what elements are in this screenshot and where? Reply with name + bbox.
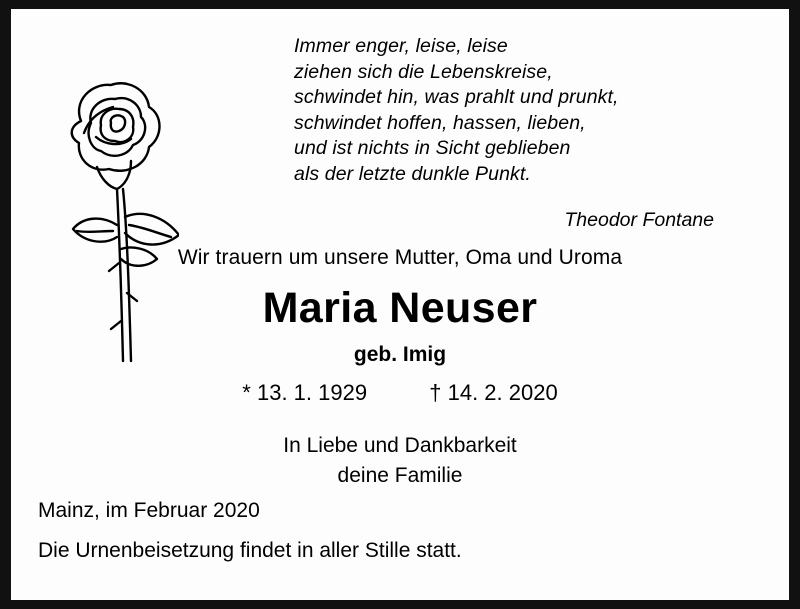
birth-date-value: 13. 1. 1929 [256, 380, 368, 405]
life-dates [11, 380, 789, 406]
deceased-birth-name: geb. Imig [353, 343, 447, 366]
death-symbol: † [429, 380, 442, 405]
poem-author: Theodor Fontane [564, 209, 714, 231]
funeral-note: Die Urnenbeisetzung findet in aller Stille statt. [38, 539, 462, 562]
poem-line-3: schwindet hin, was prahlt und prunkt, [294, 86, 619, 108]
mourning-line: Wir trauern um unsere Mutter, Oma und Uroma [177, 246, 623, 269]
poem-line-1: Immer enger, leise, leise [294, 35, 508, 57]
poem-line-6: als der letzte dunkle Punkt. [294, 162, 531, 185]
death-date [429, 380, 557, 405]
death-date-value: 14. 2. 2020 [447, 380, 558, 405]
deceased-name: Maria Neuser [262, 284, 538, 332]
closing-line-1: In Liebe und Dankbarkeit [283, 434, 517, 457]
place-and-date: Mainz, im Februar 2020 [38, 499, 260, 522]
closing-line-2: deine Familie [337, 464, 463, 487]
poem-line-5: und ist nichts in Sicht geblieben [294, 137, 571, 159]
poem [294, 34, 754, 187]
birth-symbol: * [242, 380, 251, 405]
birth-date [242, 380, 373, 405]
notice-sheet [11, 9, 789, 600]
closing-message [11, 431, 789, 491]
poem-line-2: ziehen sich die Lebenskreise, [294, 60, 553, 83]
poem-line-4: schwindet hoffen, hassen, lieben, [294, 111, 586, 134]
